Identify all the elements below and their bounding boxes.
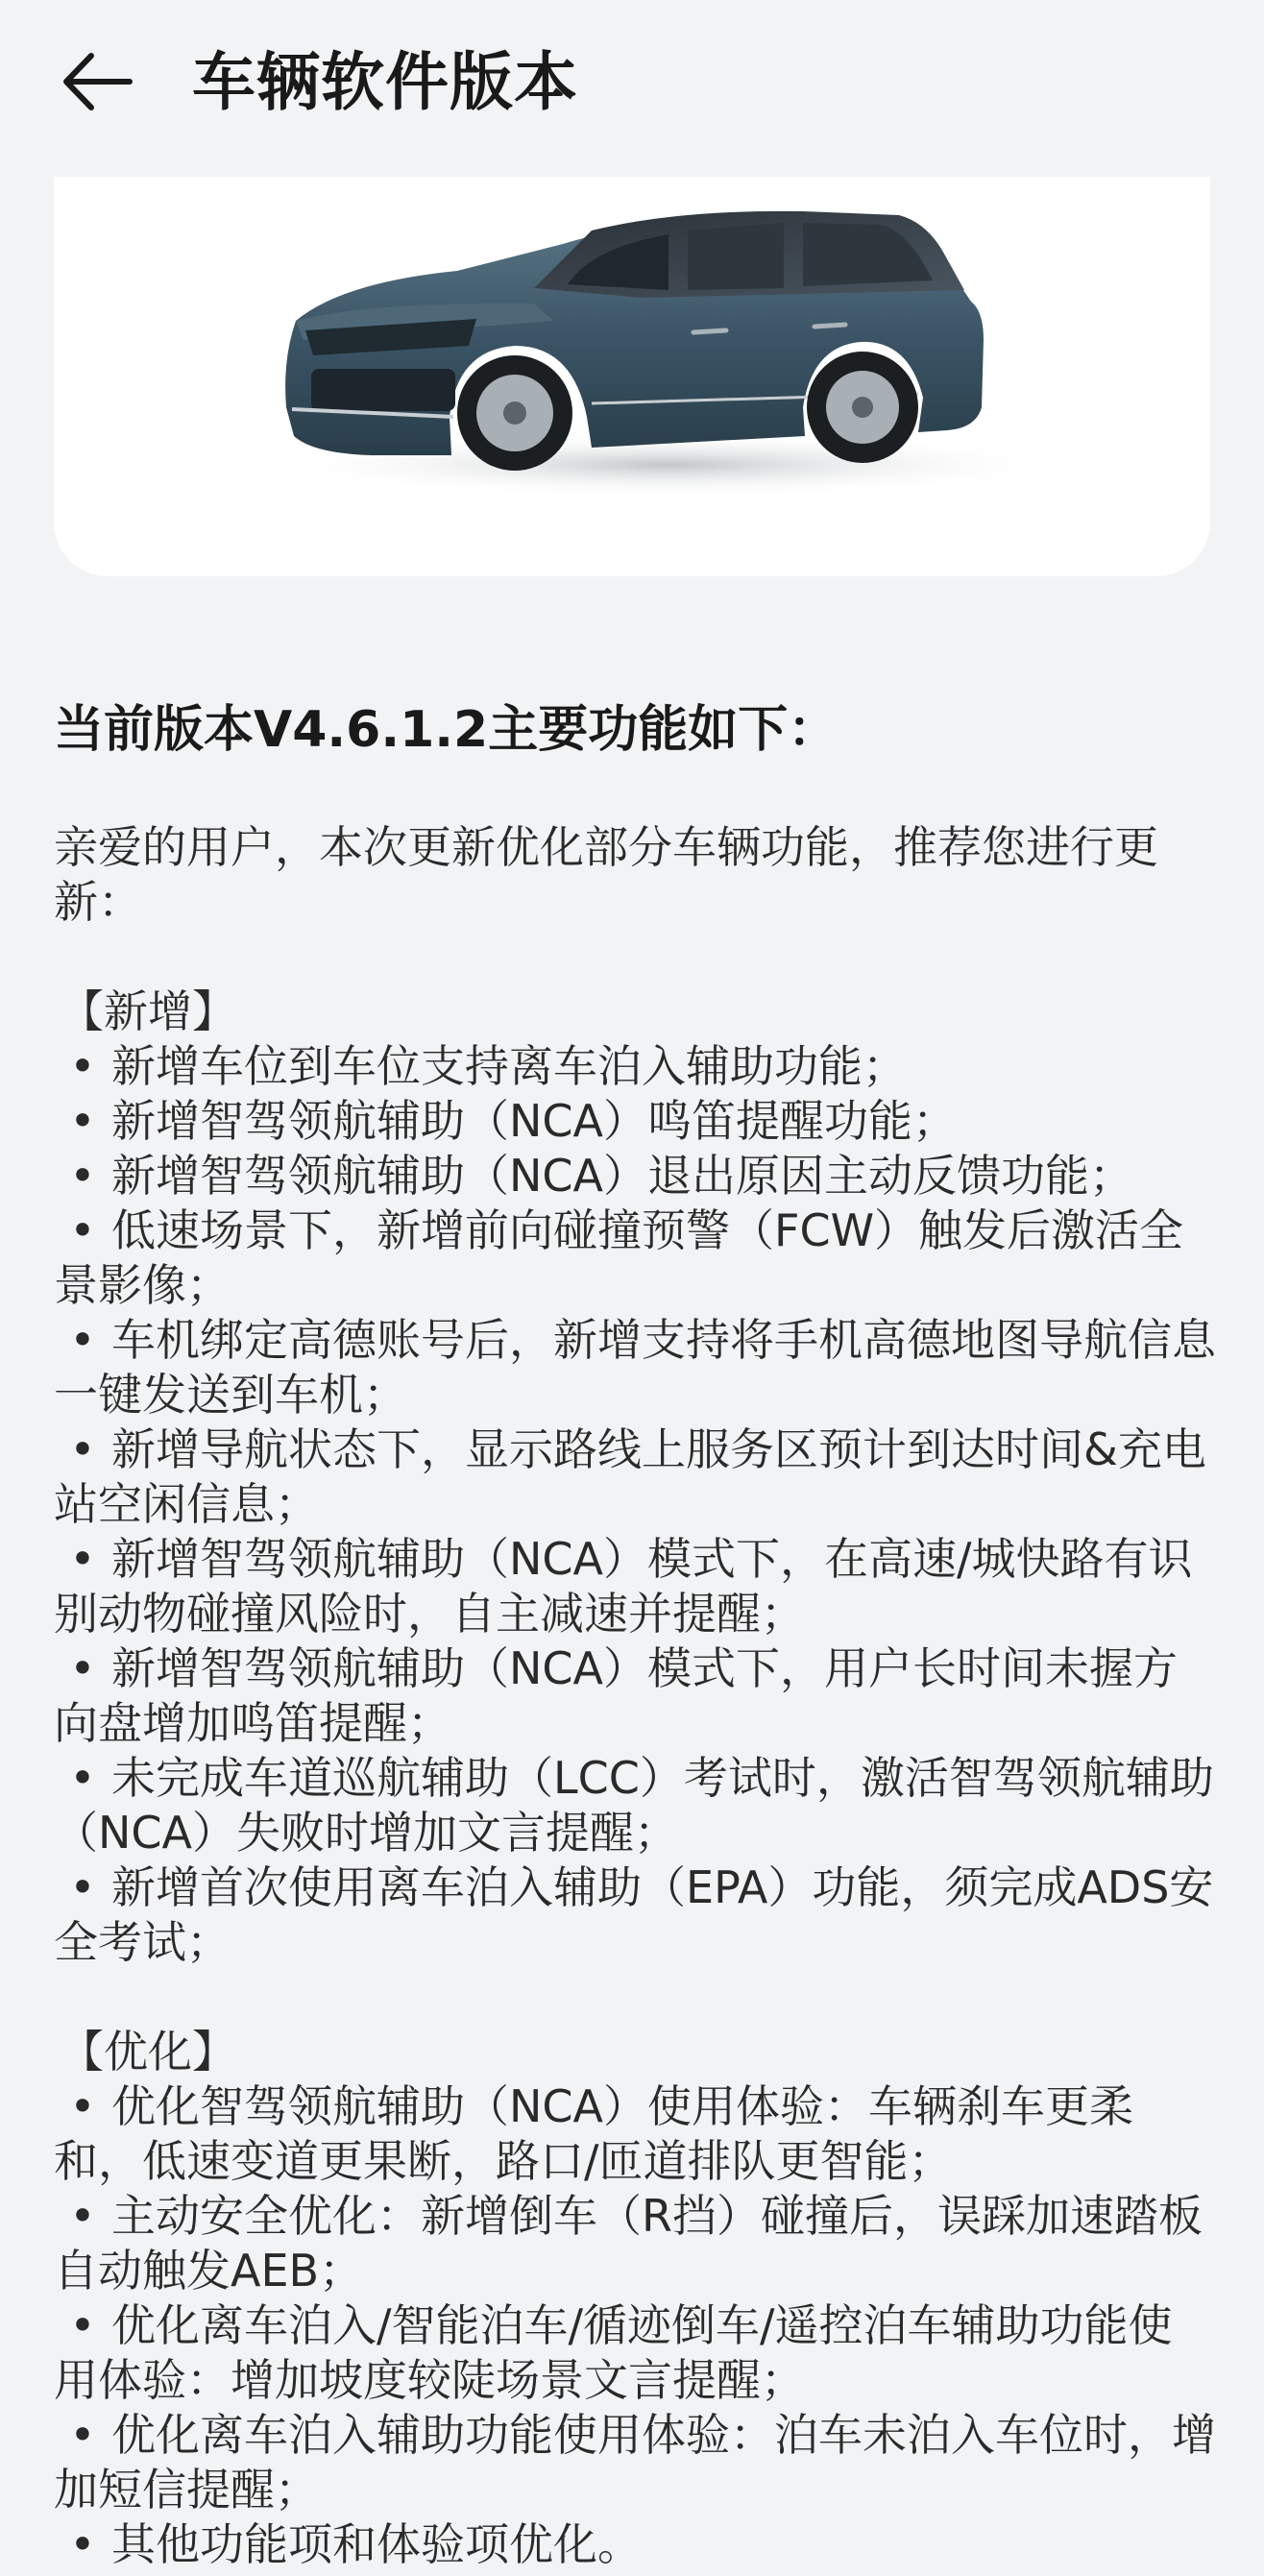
bullet: • <box>69 2409 96 2461</box>
bullet: • <box>69 1752 96 1804</box>
back-button[interactable] <box>54 40 140 127</box>
bullet: • <box>69 2299 96 2351</box>
list-item <box>54 1860 1216 1970</box>
bullet: • <box>69 1423 96 1475</box>
page-title: 车辆软件版本 <box>192 45 578 119</box>
list-item <box>54 1422 1216 1532</box>
list-item <box>54 1532 1216 1641</box>
list-item <box>54 1313 1216 1422</box>
vehicle-suv-image <box>54 177 1210 576</box>
list-item <box>54 2189 1216 2298</box>
item-text: 主动安全优化：新增倒车（R挡）碰撞后，误踩加速踏板自动触发AEB； <box>54 2190 1203 2297</box>
list-item <box>54 1641 1216 1751</box>
item-text: 新增车位到车位支持离车泊入辅助功能； <box>111 1040 907 1092</box>
bullet: • <box>69 1533 96 1585</box>
list-item <box>54 1094 1216 1149</box>
bullet: • <box>69 2080 96 2132</box>
item-text: 优化离车泊入辅助功能使用体验：泊车未泊入车位时，增加短信提醒； <box>54 2409 1216 2515</box>
item-text: 其他功能项和体验项优化。 <box>111 2518 642 2570</box>
bullet: • <box>69 1040 96 1092</box>
group-title: 【新增】 <box>60 985 236 1037</box>
group-title: 【优化】 <box>60 2026 236 2078</box>
app-bar <box>0 0 1264 173</box>
group-new <box>54 984 1216 1970</box>
version-heading: 当前版本V4.6.1.2主要功能如下： <box>54 701 839 759</box>
list-item <box>54 2517 1216 2572</box>
release-notes <box>54 690 1216 2572</box>
item-text: 优化智驾领航辅助（NCA）使用体验：车辆刹车更柔和，低速变道更果断，路口/匝道排队更智能； <box>54 2080 1133 2187</box>
bullet: • <box>69 1204 96 1256</box>
list-item <box>54 2298 1216 2408</box>
group-optimized <box>54 2025 1216 2572</box>
item-text: 新增智驾领航辅助（NCA）模式下，用户长时间未握方向盘增加鸣笛提醒； <box>54 1642 1178 1749</box>
bullet: • <box>69 2190 96 2242</box>
bullet: • <box>69 1861 96 1913</box>
list-item <box>54 2408 1216 2517</box>
bullet: • <box>69 1095 96 1147</box>
list-item <box>54 1149 1216 1203</box>
list-item <box>54 2079 1216 2189</box>
list-item <box>54 1751 1216 1860</box>
list-item <box>54 1203 1216 1313</box>
item-text: 未完成车道巡航辅助（LCC）考试时，激活智驾领航辅助（NCA）失败时增加文言提醒； <box>54 1752 1214 1859</box>
intro-text: 亲爱的用户，本次更新优化部分车辆功能，推荐您进行更新： <box>54 821 1158 928</box>
item-text: 优化离车泊入/智能泊车/循迹倒车/遥控泊车辅助功能使用体验：增加坡度较陡场景文言提醒； <box>54 2299 1173 2406</box>
list-item <box>54 1039 1216 1094</box>
item-text: 车机绑定高德账号后，新增支持将手机高德地图导航信息一键发送到车机； <box>54 1314 1216 1421</box>
bullet: • <box>69 1314 96 1366</box>
item-text: 新增导航状态下，显示路线上服务区预计到达时间&充电站空闲信息； <box>54 1423 1206 1530</box>
bullet: • <box>69 1150 96 1202</box>
bullet: • <box>69 1642 96 1694</box>
vehicle-image-card <box>54 177 1210 576</box>
item-text: 新增首次使用离车泊入辅助（EPA）功能，须完成ADS安全考试； <box>54 1861 1214 1968</box>
item-text: 低速场景下，新增前向碰撞预警（FCW）触发后激活全景影像； <box>54 1204 1184 1311</box>
arrow-left-icon <box>59 48 135 119</box>
item-text: 新增智驾领航辅助（NCA）模式下，在高速/城快路有识别动物碰撞风险时，自主减速并提醒； <box>54 1533 1193 1640</box>
item-text: 新增智驾领航辅助（NCA）鸣笛提醒功能； <box>111 1095 957 1147</box>
item-text: 新增智驾领航辅助（NCA）退出原因主动反馈功能； <box>111 1150 1133 1202</box>
bullet: • <box>69 2518 96 2570</box>
